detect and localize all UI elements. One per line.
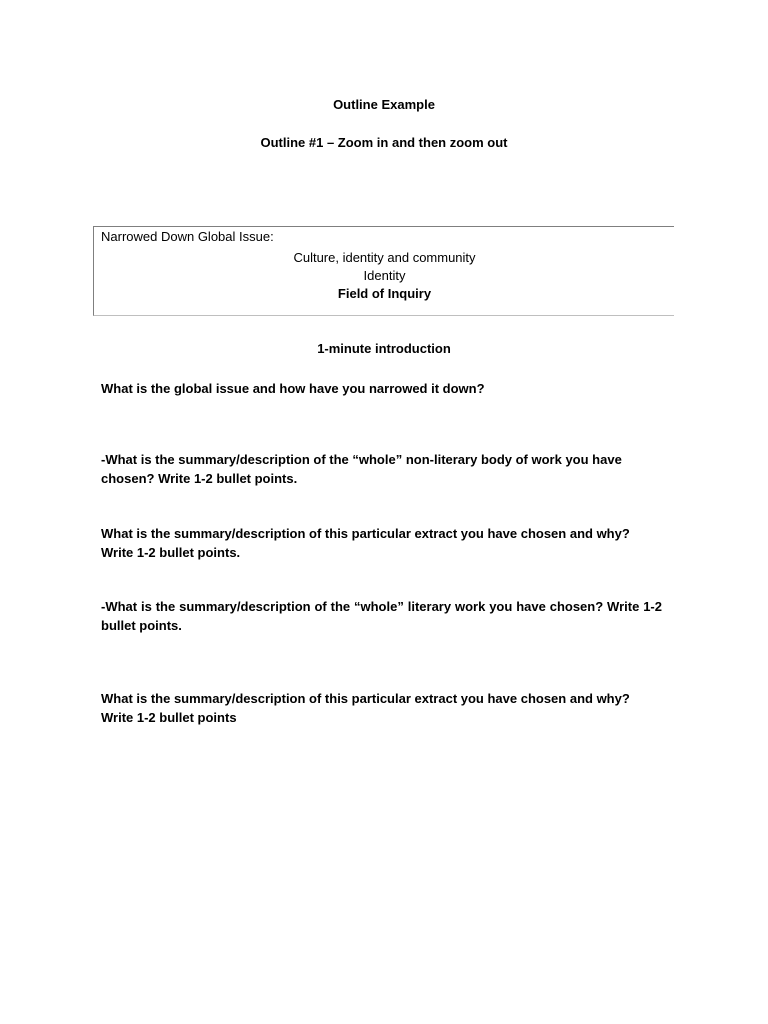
question-non-literary-work: -What is the summary/description of the “whole” non-literary body of work you have chosen? Write 1-2 bullet points. (101, 452, 622, 486)
global-issue-label: Narrowed Down Global Issue: (101, 229, 274, 244)
question-global-issue: What is the global issue and how have you narrowed it down? (101, 381, 485, 396)
page-title: Outline Example (333, 97, 435, 112)
page-subtitle: Outline #1 – Zoom in and then zoom out (260, 135, 508, 150)
question-literary-work: -What is the summary/description of the “whole” literary work you have chosen? Write 1-2 bullet points. (101, 599, 662, 633)
question-literary-extract: What is the summary/description of this particular extract you have chosen and why? Write 1-2 bullet points (101, 691, 630, 725)
question-non-literary-extract: What is the summary/description of this particular extract you have chosen and why? Write 1-2 bullet points. (101, 526, 630, 560)
intro-heading: 1-minute introduction (317, 341, 451, 356)
issue-line-field-of-inquiry: Field of Inquiry (337, 286, 432, 301)
issue-line-culture: Culture, identity and community (293, 250, 476, 265)
global-issue-box (93, 226, 674, 316)
issue-line-identity: Identity (363, 268, 406, 283)
